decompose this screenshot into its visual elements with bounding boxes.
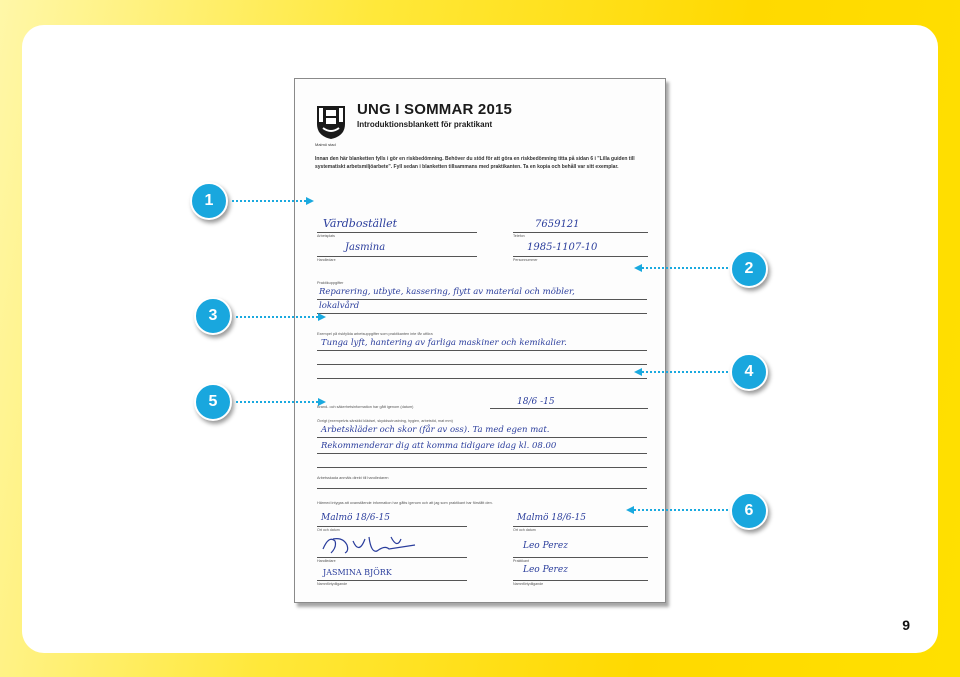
ort-datum-2-label: Ort och datum	[513, 528, 536, 532]
ort-datum-1-value: Malmö 18/6-15	[321, 513, 390, 523]
namnfortydligande-2-value: Leo Perez	[523, 565, 568, 575]
callout-arrow-5-icon	[318, 398, 326, 406]
handledare-signature-icon	[319, 531, 439, 557]
confirmation-label: Härmed intygas att ovanstående information har gåtts igenom och att jag som praktikant har förstått den.	[317, 501, 493, 505]
form-title: UNG I SOMMAR 2015	[357, 101, 513, 118]
namnfortydligande-1-value: JASMINA BJÖRK	[323, 568, 392, 577]
personnummer-line	[513, 256, 648, 257]
ort-datum-2-line	[513, 526, 648, 527]
arbetsplats-line	[317, 232, 477, 233]
ovrigt-line-3	[317, 467, 647, 468]
handledare-line	[317, 256, 477, 257]
callout-arrow-2-icon	[634, 264, 642, 272]
riskfyllda-line-3	[317, 378, 647, 379]
namnfortydligande-1-line	[317, 580, 467, 581]
callout-badge-6: 6	[730, 492, 768, 530]
handledare-label: Handledare	[317, 258, 336, 262]
callout-arrow-6-icon	[626, 506, 634, 514]
callout-badge-5: 5	[194, 383, 232, 421]
callout-line-3	[236, 316, 318, 318]
underskrift-2-line	[513, 557, 648, 558]
malmo-stad-logo-icon	[315, 104, 347, 140]
callout-line-5	[236, 401, 318, 403]
logo-caption: Malmö stad	[315, 142, 336, 147]
brand-line	[490, 408, 648, 409]
arbetsplats-value: Värdbostället	[323, 217, 398, 230]
brand-value: 18/6 -15	[517, 397, 555, 407]
form-document	[294, 78, 666, 603]
namnfortydligande-2-label: Namnförtydligande	[513, 582, 544, 586]
riskfyllda-line-1	[317, 350, 647, 351]
callout-arrow-3-icon	[318, 313, 326, 321]
praktikuppgifter-line-1	[317, 299, 647, 300]
underskrift-2-label: Praktikant	[513, 559, 529, 563]
ovrigt-line-1	[317, 437, 647, 438]
callout-badge-1: 1	[190, 182, 228, 220]
praktikuppgifter-label: Praktikuppgifter	[317, 281, 344, 285]
callout-line-4	[642, 371, 728, 373]
callout-line-6	[634, 509, 728, 511]
anmalt-line	[317, 488, 647, 489]
underskrift-2-value: Leo Perez	[523, 541, 568, 551]
handledare-value: Jasmina	[345, 242, 386, 253]
telefon-value: 7659121	[535, 219, 580, 230]
underskrift-1-label: Handledare	[317, 559, 336, 563]
brand-label: Brand- och säkerhetsinformation har gått igenom (datum)	[317, 405, 414, 409]
ovrigt-line-2	[317, 453, 647, 454]
callout-badge-3: 3	[194, 297, 232, 335]
telefon-line	[513, 232, 648, 233]
personnummer-value: 1985-1107-10	[527, 242, 598, 253]
ovrigt-value-line1: Arbetskläder och skor (får av oss). Ta med egen mat.	[321, 425, 550, 435]
riskfyllda-label: Exempel på riskfyllda arbetsuppgifter som praktikanten inte får utföra	[317, 332, 433, 336]
namnfortydligande-1-label: Namnförtydligande	[317, 582, 348, 586]
ort-datum-1-line	[317, 526, 467, 527]
ovrigt-label: Övrigt (exempelvis särskild klädsel, skyddsutrustning, hygien, arbetstid, mat mm)	[317, 419, 453, 423]
riskfyllda-value: Tunga lyft, hantering av farliga maskiner och kemikalier.	[321, 338, 567, 348]
callout-line-2	[642, 267, 728, 269]
arbetsplats-label: Arbetsplats	[317, 234, 335, 238]
anmalt-label: Arbetsskada anmäls direkt till handledaren	[317, 476, 389, 480]
form-subtitle: Introduktionsblankett för praktikant	[357, 120, 493, 129]
page-number: 9	[902, 617, 910, 633]
riskfyllda-line-2	[317, 364, 647, 365]
callout-arrow-4-icon	[634, 368, 642, 376]
callout-badge-2: 2	[730, 250, 768, 288]
underskrift-1-line	[317, 557, 467, 558]
praktikuppgifter-line-2	[317, 313, 647, 314]
form-instructions: Innan den här blanketten fylls i gör en riskbedömning. Behöver du stöd för att göra en riskbedömning titta på sidan 6 i "Lilla guiden till systematiskt arbetsmiljöarbete". Fyll sedan i blanketten tillsammans med praktikanten. Ta en kopia och behåll var sitt exemplar.	[315, 156, 635, 170]
praktikuppgifter-value-line2: lokalvård	[319, 301, 360, 311]
telefon-label: Telefon	[513, 234, 525, 238]
namnfortydligande-2-line	[513, 580, 648, 581]
praktikuppgifter-value-line1: Reparering, utbyte, kassering, flytt av material och möbler,	[319, 287, 575, 297]
ort-datum-1-label: Ort och datum	[317, 528, 340, 532]
ovrigt-value-line2: Rekommenderar dig att komma tidigare idag kl. 08.00	[321, 441, 557, 451]
callout-line-1	[232, 200, 306, 202]
callout-badge-4: 4	[730, 353, 768, 391]
callout-arrow-1-icon	[306, 197, 314, 205]
ort-datum-2-value: Malmö 18/6-15	[517, 513, 586, 523]
personnummer-label: Personnummer	[513, 258, 538, 262]
content-card	[22, 25, 938, 653]
